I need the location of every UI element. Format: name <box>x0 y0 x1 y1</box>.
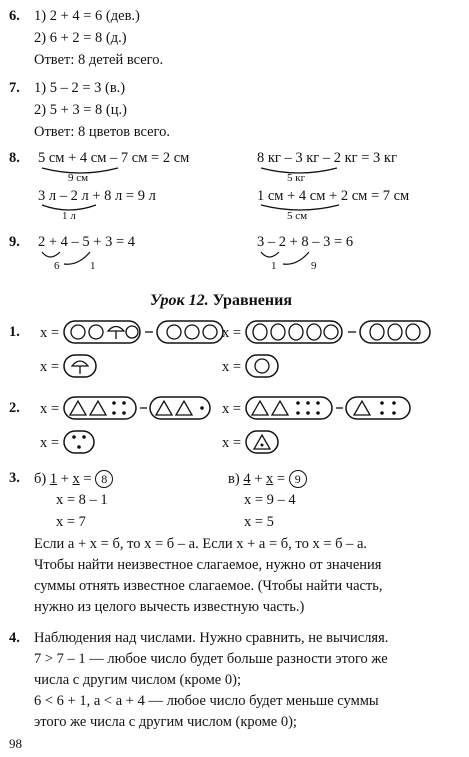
brace-caption: 5 см <box>287 210 308 222</box>
task-line: 1) 2 + 4 = 6 (дев.) <box>34 8 140 24</box>
pictorial-equation <box>62 318 232 346</box>
equation-label: x = <box>40 359 60 375</box>
text-line: этого же числа с другим числом (кроме 0); <box>34 714 297 730</box>
task-line: 2) 6 + 2 = 8 (д.) <box>34 30 127 46</box>
expression: 2 + 4 – 5 + 3 = 4 <box>38 234 136 250</box>
brace-caption: 5 кг <box>287 172 306 184</box>
equation-line <box>228 470 307 488</box>
equation-answer <box>244 428 284 456</box>
pictorial-equation <box>62 394 222 422</box>
task-number: 8. <box>9 150 20 166</box>
known-addend: 4 <box>243 471 251 487</box>
rule-line: Если a + x = б, то x = б – a. Если x + a = б, то x = б – a. <box>34 536 368 552</box>
equation-answer <box>244 352 284 380</box>
rule-line: нужно из целого вычесть известную часть.) <box>34 599 305 615</box>
page-number: 98 <box>9 736 22 751</box>
task-line: 2) 5 + 3 = 8 (ц.) <box>34 102 127 118</box>
circled-sum: 8 <box>95 470 113 488</box>
circled-sum: 9 <box>289 470 307 488</box>
rule-line: суммы отнять известное слагаемое. (Чтобы найти часть, <box>34 578 383 594</box>
expression: 5 см + 4 см – 7 см = 2 см <box>38 150 190 166</box>
solution-line: x = 5 <box>244 514 274 530</box>
equals-sign: = <box>79 471 92 487</box>
expression: 1 см + 4 см + 2 см = 7 см <box>257 188 410 204</box>
task-number: 7. <box>9 80 20 96</box>
lesson-prefix: Урок 12. <box>150 292 209 309</box>
solution-line: x = 8 – 1 <box>56 492 108 508</box>
task-number: 3. <box>9 470 20 486</box>
chain-arc <box>38 250 108 268</box>
solution-line: x = 7 <box>56 514 86 530</box>
plus-sign: + <box>57 471 73 487</box>
part-label: в) <box>228 471 240 487</box>
known-addend: 1 <box>49 471 58 487</box>
equation-label: x = <box>222 359 242 375</box>
expression: 3 – 2 + 8 – 3 = 6 <box>257 234 354 250</box>
chain-result: 1 <box>271 260 277 272</box>
equation-label: x = <box>222 435 242 451</box>
task-line: 1) 5 – 2 = 3 (в.) <box>34 80 126 96</box>
task-number: 2. <box>9 400 20 416</box>
text-line: 7 > 7 – 1 — любое число будет больше разности этого же <box>34 651 388 667</box>
solution-line: x = 9 – 4 <box>244 492 296 508</box>
plus-sign: + <box>250 471 266 487</box>
expression: 8 кг – 3 кг – 2 кг = 3 кг <box>257 150 397 166</box>
brace-caption: 9 см <box>68 172 89 184</box>
equation-line <box>34 470 113 488</box>
text-line: 6 < 6 + 1, a < a + 4 — любое число будет меньше суммы <box>34 693 379 709</box>
chain-result: 9 <box>311 260 317 272</box>
pictorial-equation <box>244 394 449 422</box>
unknown-addend: x <box>266 471 274 487</box>
task-answer: Ответ: 8 цветов всего. <box>34 124 170 140</box>
equation-answer <box>62 352 102 380</box>
text-line: Наблюдения над числами. Нужно сравнить, не вычисляя. <box>34 630 389 646</box>
part-label: б) <box>34 471 47 487</box>
equation-label: x = <box>222 401 242 417</box>
task-number: 4. <box>9 630 20 646</box>
lesson-name: Уравнения <box>212 292 292 309</box>
equation-label: x = <box>40 401 60 417</box>
chain-result: 6 <box>54 260 60 272</box>
text-line: числа с другим числом (кроме 0); <box>34 672 241 688</box>
task-number: 1. <box>9 324 20 340</box>
equation-answer <box>62 428 102 456</box>
lesson-title <box>150 292 292 310</box>
equation-label: x = <box>40 325 60 341</box>
brace-caption: 1 л <box>62 210 76 222</box>
chain-result: 1 <box>90 260 96 272</box>
equation-label: x = <box>222 325 242 341</box>
rule-line: Чтобы найти неизвестное слагаемое, нужно от значения <box>34 557 382 573</box>
equals-sign: = <box>273 471 286 487</box>
task-number: 9. <box>9 234 20 250</box>
pictorial-equation <box>244 318 449 346</box>
expression: 3 л – 2 л + 8 л = 9 л <box>38 188 156 204</box>
task-number: 6. <box>9 8 20 24</box>
task-answer: Ответ: 8 детей всего. <box>34 52 164 68</box>
unknown-addend: x <box>72 471 80 487</box>
equation-label: x = <box>40 435 60 451</box>
